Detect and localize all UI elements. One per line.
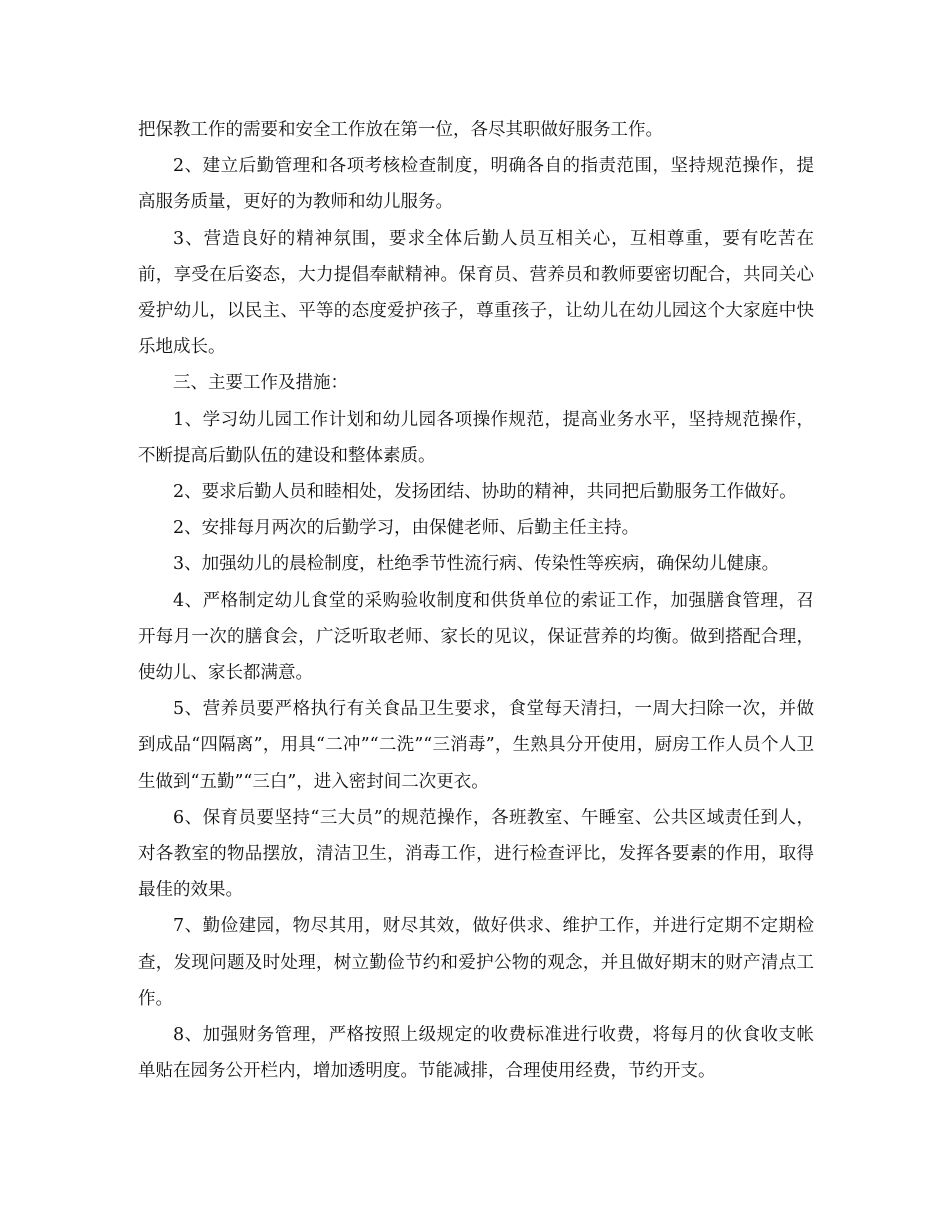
paragraph-item-2-logistics-system: 2、建立后勤管理和各项考核检查制度，明确各自的指责范围，坚持规范操作，提高服务质量，更好的为教师和幼儿服务。 [138, 156, 814, 213]
paragraph-continuation: 把保教工作的需要和安全工作放在第一位，各尽其职做好服务工作。 [138, 120, 663, 140]
paragraph-item-4-canteen: 4、严格制定幼儿食堂的采购验收制度和供货单位的索证工作，加强膳食管理，召开每月一次的膳食会，广泛听取老师、家长的见议，保证营养的均衡。做到搭配合理，使幼儿、家长都满意。 [138, 590, 814, 684]
paragraph-item-8-finance: 8、加强财务管理，严格按照上级规定的收费标准进行收费，将每月的伙食收支帐单贴在园务公开栏内，增加透明度。节能减排，合理使用经费，节约开支。 [138, 1025, 814, 1082]
section-heading-main-work: 三、主要工作及措施： [173, 373, 348, 394]
paragraph-item-3-morning-check: 3、加强幼儿的晨检制度，杜绝季节性流行病、传染性等疾病，确保幼儿健康。 [173, 554, 780, 575]
document-page [138, 112, 814, 1089]
paragraph-item-3-atmosphere: 3、营造良好的精神氛围，要求全体后勤人员互相关心，互相尊重，要有吃苦在前，享受在后姿态，大力提倡奉献精神。保育员、营养员和教师要密切配合，共同关心爱护幼儿，以民主、平等的态度爱护孩子，尊重孩子，让幼儿在幼儿园这个大家庭中快乐地成长。 [138, 228, 814, 358]
paragraph-item-7-thrift: 7、勤俭建园，物尽其用，财尽其效，做好供求、维护工作，并进行定期不定期检查，发现问题及时处理，树立勤俭节约和爱护公物的观念，并且做好期末的财产清点工作。 [138, 916, 814, 1009]
paragraph-item-1-study: 1、学习幼儿园工作计划和幼儿园各项操作规范，提高业务水平，坚持规范操作，不断提高后勤队伍的建设和整体素质。 [138, 409, 814, 466]
paragraph-item-5-nutrition-staff: 5、营养员要严格执行有关食品卫生要求，食堂每天清扫，一周大扫除一次，并做到成品“四隔离”，用具“二冲”“二洗”“三消毒”，生熟具分开使用，厨房工作人员个人卫生做到“五勤”“三白”，进入密封间二次更衣。 [138, 699, 814, 792]
paragraph-item-6-childcare-staff: 6、保育员要坚持“三大员”的规范操作，各班教室、午睡室、公共区域责任到人，对各教室的物品摆放，清洁卫生，消毒工作，进行检查评比，发挥各要素的作用，取得最佳的效果。 [138, 807, 814, 901]
paragraph-item-2-monthly-study: 2、安排每月两次的后勤学习，由保健老师、后勤主任主持。 [173, 518, 640, 539]
paragraph-item-2-harmony: 2、要求后勤人员和睦相处，发扬团结、协助的精神，共同把后勤服务工作做好。 [173, 482, 797, 503]
